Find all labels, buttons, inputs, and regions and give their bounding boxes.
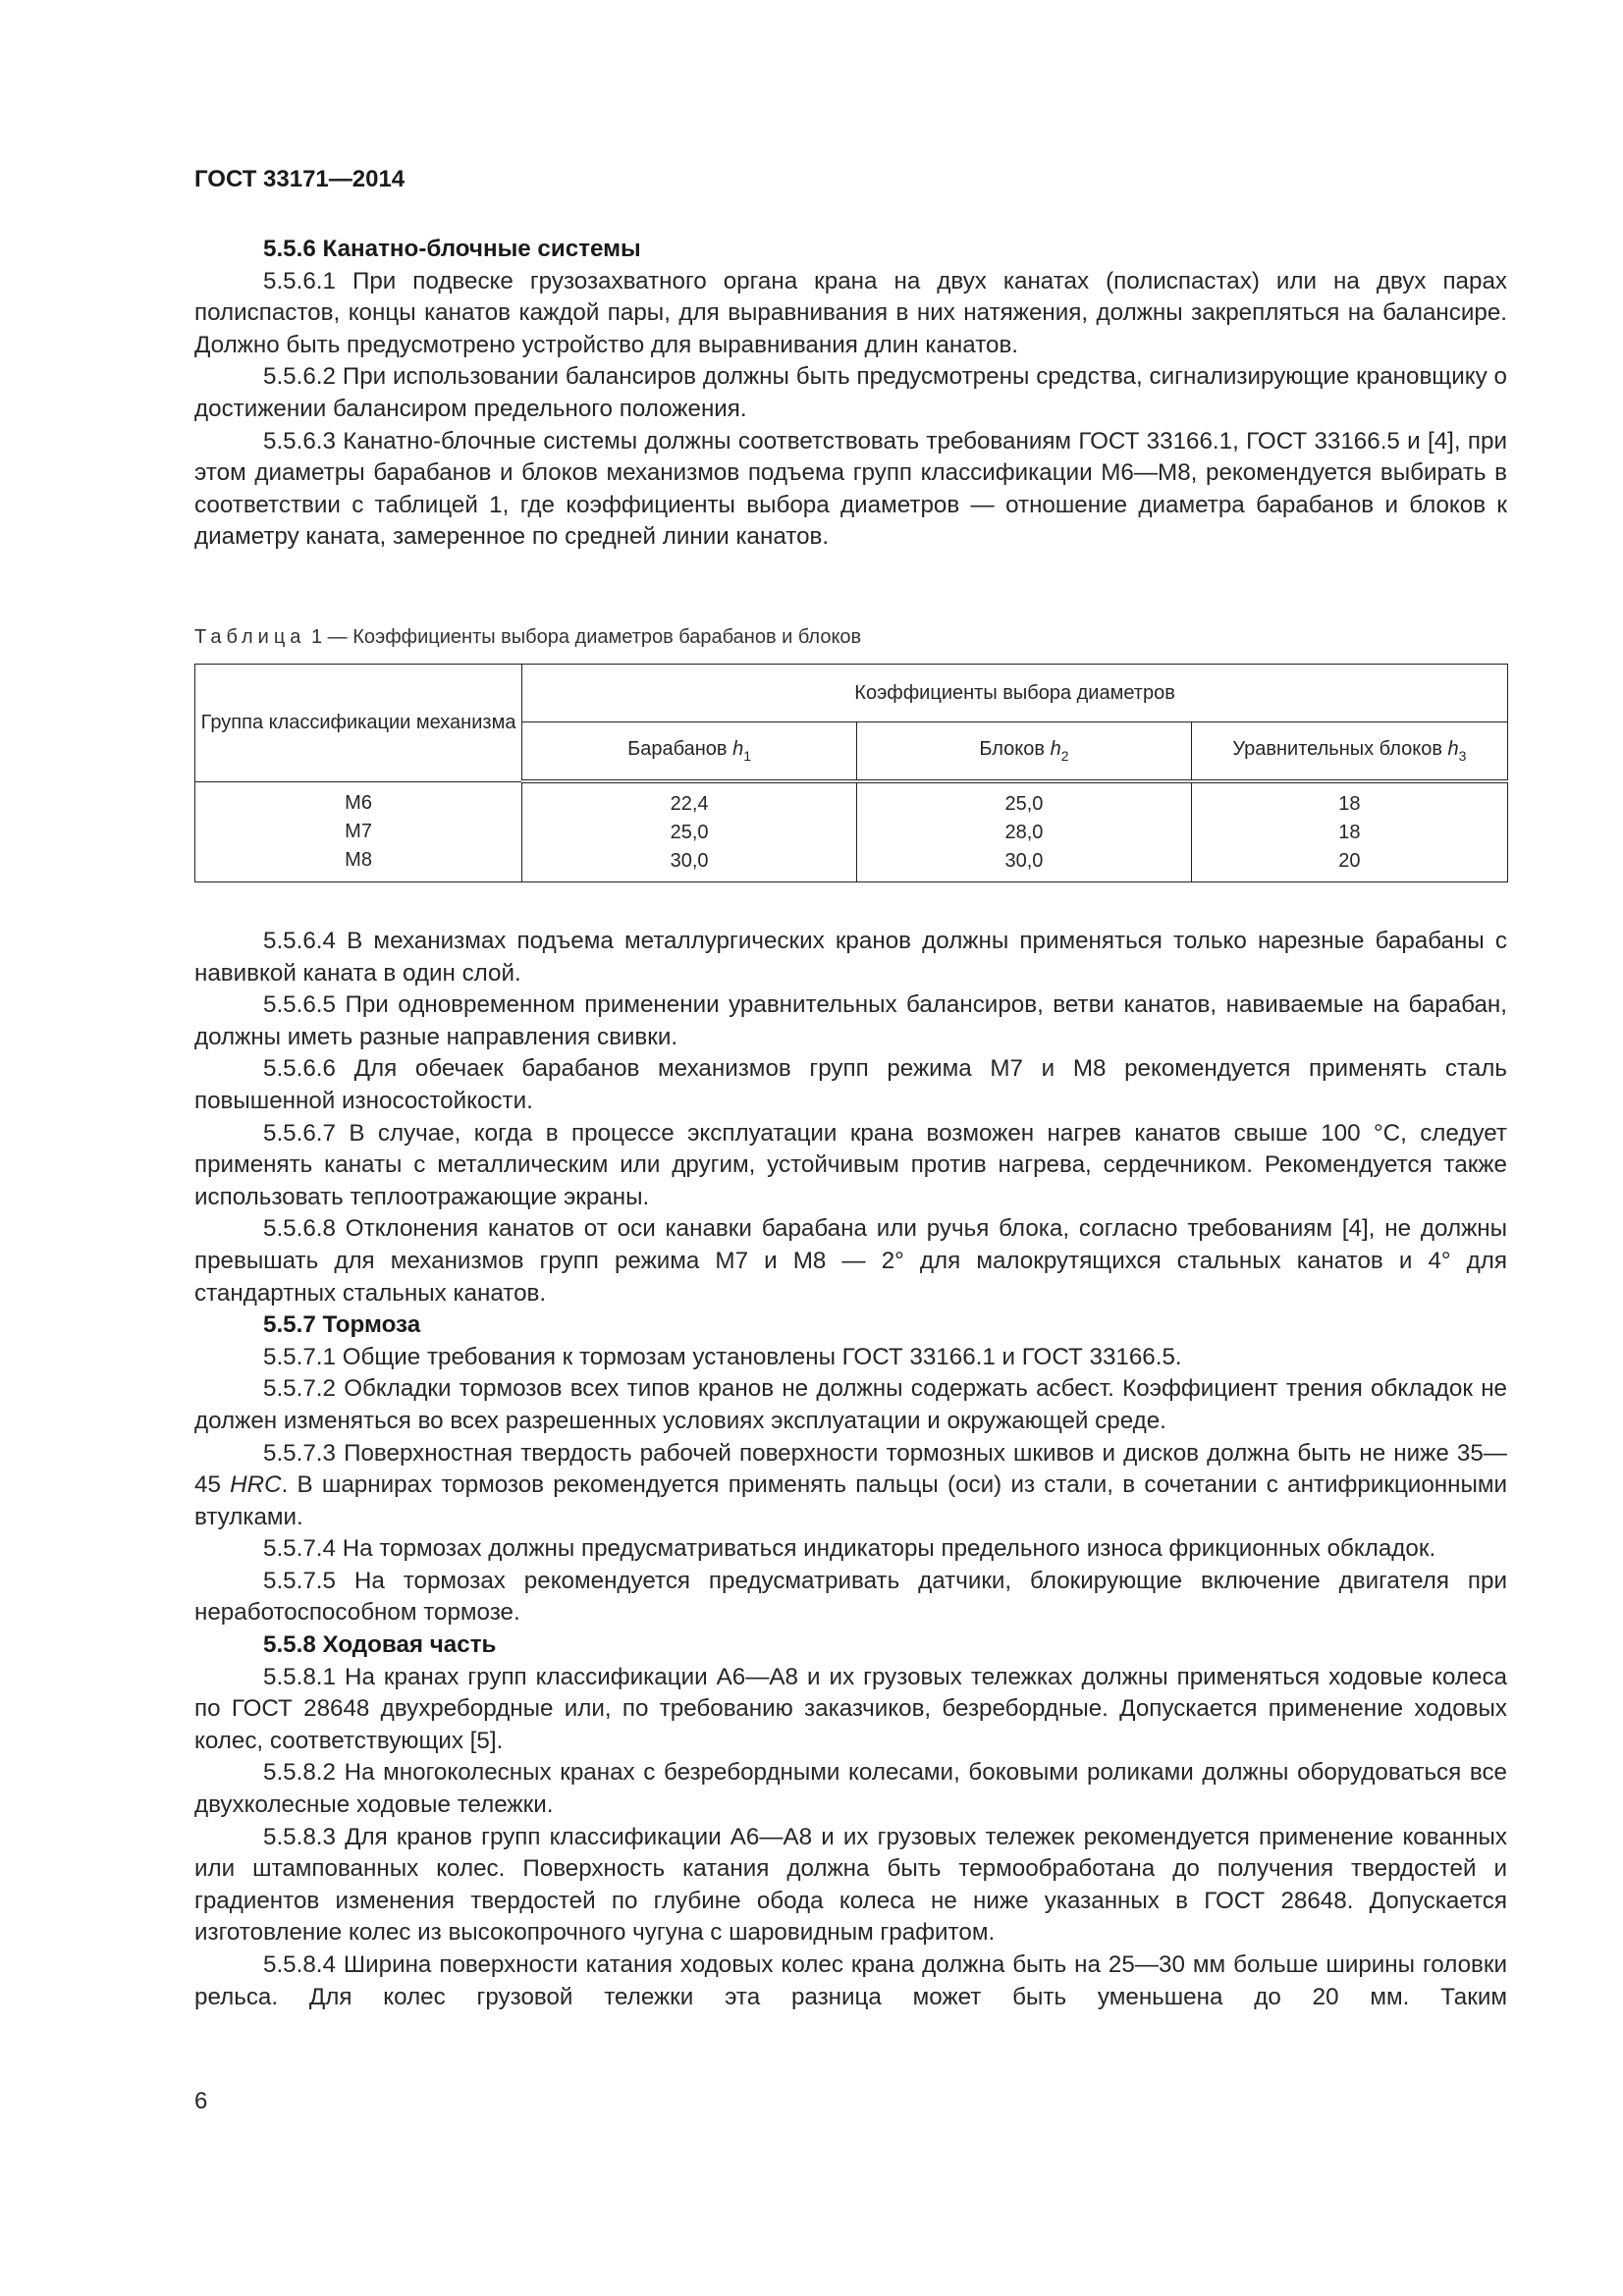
paragraph: 5.5.7.3 Поверхностная твердость рабочей поверхности тормозных шкивов и дисков должна быть не ниже 35—45 HRC. В шарнирах тормозов рекомендуется применять пальцы (оси) из стали, в сочетании с антифрикционными втулками. xyxy=(194,1439,1508,1530)
paragraph: 5.5.6.5 При одновременном применении уравнительных балансиров, ветви канатов, навиваемые на барабан, должны иметь разные направления свивки. xyxy=(194,991,1507,1050)
group-cell: М6 М7 М8 xyxy=(195,781,522,882)
paragraph: 5.5.7.4 На тормозах должны предусматриваться индикаторы предельного износа фрикционных обкладок. xyxy=(263,1535,1436,1563)
table-row xyxy=(195,781,1508,882)
h1-cell: 22,4 25,0 30,0 xyxy=(522,781,857,882)
section-heading: 5.5.8 Ходовая часть xyxy=(263,1631,497,1659)
h2-cell: 25,0 28,0 30,0 xyxy=(857,781,1192,882)
header-equalizing-blocks: Уравнительных блоков $h_3$ xyxy=(1191,722,1507,782)
table-caption xyxy=(194,624,861,650)
section-heading: 5.5.7 Тормоза xyxy=(263,1311,421,1339)
header-coefficients: Коэффициенты выбора диаметров xyxy=(522,665,1508,722)
paragraph: 5.5.8.1 На кранах групп классификации А6—А8 и их грузовых тележках должны применяться ходовые колеса по ГОСТ 28648 двухребордные или, по требованию заказчиков, безребордные. Допускается применение ходовых колес, соответствующих [5]. xyxy=(194,1663,1507,1754)
paragraph: 5.5.7.1 Общие требования к тормозам установлены ГОСТ 33166.1 и ГОСТ 33166.5. xyxy=(263,1343,1182,1370)
paragraph: 5.5.7.2 Обкладки тормозов всех типов кранов не должны содержать асбест. Коэффициент трения обкладок не должен изменяться во всех разрешенных условиях эксплуатации и окружающей среде. xyxy=(194,1375,1507,1434)
coefficients-table xyxy=(194,664,1508,882)
paragraph: 5.5.8.3 Для кранов групп классификации А6—А8 и их грузовых тележек рекомендуется применение кованных или штампованных колес. Поверхность катания должна быть термообработана до получения твердостей и градиентов изменения твердостей по глубине обода колеса не ниже указанных в ГОСТ 28648. Допускается изготовление колес из высокопрочного чугуна с шаровидным графитом. xyxy=(194,1823,1507,1947)
paragraph: 5.5.6.2 При использовании балансиров должны быть предусмотрены средства, сигнализирующие крановщику о достижении балансиром предельного положения. xyxy=(194,363,1507,422)
header-drums: Барабанов $h_1$ xyxy=(522,722,857,782)
paragraph: 5.5.6.4 В механизмах подъема металлургических кранов должны применяться только нарезные барабаны с навивкой каната в один слой. xyxy=(194,928,1507,987)
table-caption-text: 1 — Коэффициенты выбора диаметров барабанов и блоков xyxy=(305,626,862,648)
paragraph: 5.5.7.5 На тормозах рекомендуется предусматривать датчики, блокирующие включение двигателя при неработоспособном тормозе. xyxy=(194,1567,1507,1627)
header-group: Группа классификации механизма xyxy=(195,665,522,782)
page-number: 6 xyxy=(194,2088,208,2114)
sections-continued xyxy=(194,926,1507,2013)
header-blocks: Блоков $h_2$ xyxy=(857,722,1192,782)
paragraph: 5.5.6.7 В случае, когда в процессе эксплуатации крана возможен нагрев канатов свыше 100 °С, следует применять канаты с металлическим или другим, устойчивым против нагрева, сердечником. Рекомендуется также использовать теплоотражающие экраны. xyxy=(194,1119,1507,1210)
document-title: ГОСТ 33171—2014 xyxy=(194,166,406,192)
section-5-5-6 xyxy=(194,234,1507,554)
paragraph: 5.5.6.1 При подвеске грузозахватного органа крана на двух канатах (полиспастах) или на двух парах полиспастов, концы канатов каждой пары, для выравнивания в них натяжения, должны закрепляться на балансире. Должно быть предусмотрено устройство для выравнивания длин канатов. xyxy=(194,267,1507,358)
table-caption-label: Таблица xyxy=(194,626,306,648)
paragraph: 5.5.6.6 Для обечаек барабанов механизмов групп режима М7 и М8 рекомендуется применять сталь повышенной износостойкости. xyxy=(194,1055,1507,1114)
section-heading: 5.5.6 Канатно-блочные системы xyxy=(263,236,641,262)
paragraph: 5.5.8.2 На многоколесных кранах с безребордными колесами, боковыми роликами должны оборудоваться все двухколесные ходовые тележки. xyxy=(194,1759,1507,1819)
h3-cell: 18 18 20 xyxy=(1191,781,1507,882)
hrc-unit: HRC xyxy=(230,1471,282,1499)
paragraph: 5.5.6.8 Отклонения канатов от оси канавки барабана или ручья блока, согласно требованиям [4], не должны превышать для механизмов групп режима М7 и М8 — 2° для малокрутящихся стальных канатов и 4° для стандартных стальных канатов. xyxy=(194,1215,1507,1307)
paragraph: 5.5.8.4 Ширина поверхности катания ходовых колес крана должна быть на 25—30 мм больше ширины головки рельса. Для колес грузовой тележки эта разница может быть уменьшена до 20 мм. Таким xyxy=(194,1951,1507,2010)
paragraph: 5.5.6.3 Канатно-блочные системы должны соответствовать требованиям ГОСТ 33166.1, ГОСТ 33166.5 и [4], при этом диаметры барабанов и блоков механизмов подъема групп классификации М6—М8, рекомендуется выбирать в соответствии с таблицей 1, где коэффициенты выбора диаметров — отношение диаметра барабанов и блоков к диаметру каната, замеренное по средней линии канатов. xyxy=(194,427,1507,551)
